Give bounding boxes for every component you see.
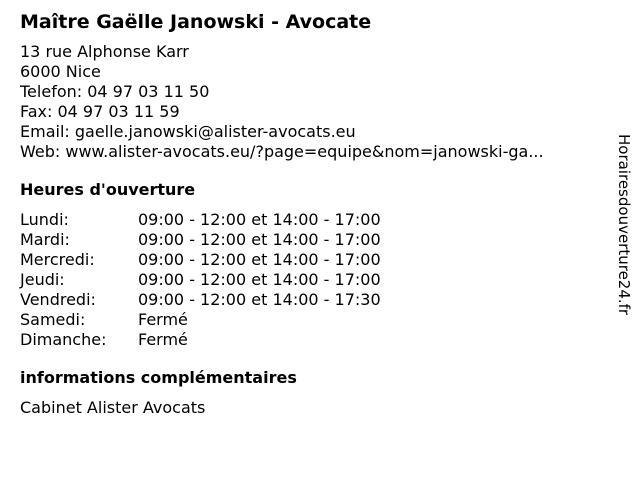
hours-row: [20, 250, 610, 270]
hours-row: [20, 230, 610, 250]
hours-row: [20, 210, 610, 230]
hours-day: Mardi:: [20, 230, 70, 249]
hours-time: Fermé: [138, 310, 188, 329]
web-label: Web:: [20, 142, 66, 161]
additional-info-title: informations complémentaires: [20, 368, 297, 387]
hours-row: [20, 290, 610, 310]
city: 6000 Nice: [20, 62, 101, 81]
phone-number: Telefon: 04 97 03 11 50: [20, 82, 210, 101]
opening-hours-table: [20, 210, 610, 350]
opening-hours-title: Heures d'ouverture: [20, 180, 196, 199]
hours-day: Dimanche:: [20, 330, 107, 349]
email-line: [20, 122, 610, 142]
hours-day: Jeudi:: [20, 270, 65, 289]
web-line: [20, 142, 610, 162]
email-link[interactable]: gaelle.janowski@alister-avocats.eu: [74, 122, 356, 141]
business-name: Maître Gaëlle Janowski - Avocate: [20, 11, 372, 33]
hours-row: [20, 330, 610, 350]
fax-number: Fax: 04 97 03 11 59: [20, 102, 180, 121]
hours-time: 09:00 - 12:00 et 14:00 - 17:30: [138, 290, 381, 309]
contact-block: [20, 42, 610, 162]
site-watermark: Horairesdouverture24.fr: [615, 134, 633, 316]
hours-time: 09:00 - 12:00 et 14:00 - 17:00: [138, 270, 381, 289]
business-card: [20, 10, 610, 418]
hours-row: [20, 310, 610, 330]
hours-time: 09:00 - 12:00 et 14:00 - 17:00: [138, 210, 381, 229]
hours-time: 09:00 - 12:00 et 14:00 - 17:00: [138, 250, 381, 269]
hours-row: [20, 270, 610, 290]
web-link[interactable]: www.alister-avocats.eu/?page=equipe&nom=janowski-ga...: [65, 142, 544, 161]
email-label: Email:: [20, 122, 75, 141]
additional-info-text: Cabinet Alister Avocats: [20, 398, 206, 417]
hours-time: Fermé: [138, 330, 188, 349]
hours-day: Vendredi:: [20, 290, 96, 309]
street-address: 13 rue Alphonse Karr: [20, 42, 189, 61]
hours-day: Mercredi:: [20, 250, 95, 269]
hours-day: Samedi:: [20, 310, 86, 329]
hours-day: Lundi:: [20, 210, 69, 229]
hours-time: 09:00 - 12:00 et 14:00 - 17:00: [138, 230, 381, 249]
